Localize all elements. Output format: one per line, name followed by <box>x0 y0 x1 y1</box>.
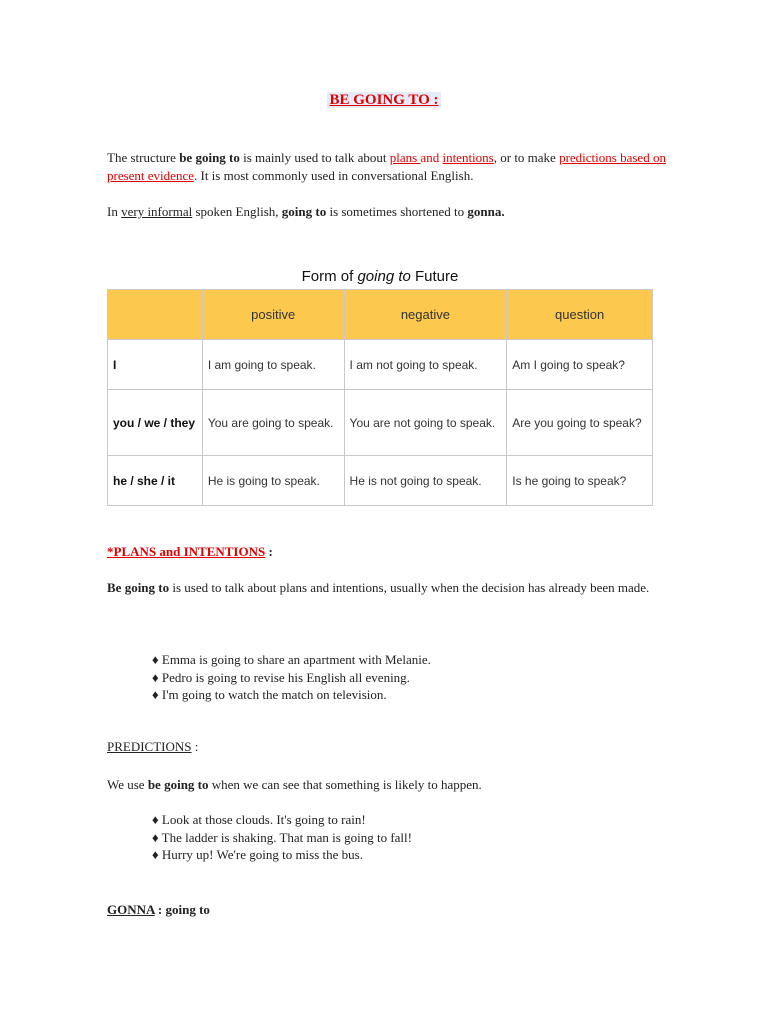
list-item: ♦ I'm going to watch the match on television. <box>152 687 387 702</box>
table-cell: He is going to speak. <box>202 456 344 506</box>
table-cell: Are you going to speak? <box>507 390 653 456</box>
plans-examples-list <box>152 651 652 704</box>
table-cell: I am going to speak. <box>202 340 344 390</box>
table-caption: Form of going to Future <box>301 268 459 285</box>
pronoun-cell: he / she / it <box>108 456 203 506</box>
predictions-paragraph: We use be going to when we can see that something is likely to happen. <box>107 777 482 792</box>
table-header-cell: positive <box>202 290 344 340</box>
pronoun-cell: you / we / they <box>108 390 203 456</box>
list-item: ♦ Hurry up! We're going to miss the bus. <box>152 847 363 862</box>
table-row <box>108 456 653 506</box>
table-cell: He is not going to speak. <box>344 456 507 506</box>
table-cell: You are not going to speak. <box>344 390 507 456</box>
table-row <box>108 390 653 456</box>
link-predictions[interactable]: predictions based on present evidence <box>107 150 666 183</box>
table-row <box>108 340 653 390</box>
gonna-heading: GONNA : going to <box>107 902 210 917</box>
link-intentions[interactable]: intentions <box>442 150 494 165</box>
plans-heading: *PLANS and INTENTIONS : <box>107 544 273 559</box>
list-item: ♦ Emma is going to share an apartment with Melanie. <box>152 652 431 667</box>
table-header-row <box>108 290 653 340</box>
going-to-form-table <box>107 289 653 506</box>
table-cell: Is he going to speak? <box>507 456 653 506</box>
table-cell: Am I going to speak? <box>507 340 653 390</box>
list-item: ♦ The ladder is shaking. That man is going to fall! <box>152 829 412 845</box>
table-cell: You are going to speak. <box>202 390 344 456</box>
table-header-cell <box>108 290 203 340</box>
informal-paragraph: In very informal spoken English, going to is sometimes shortened to gonna. <box>107 204 505 219</box>
list-item: ♦ Look at those clouds. It's going to rain! <box>152 812 366 827</box>
page-title: BE GOING TO : <box>329 92 439 108</box>
table-header-cell: negative <box>344 290 507 340</box>
table-cell: I am not going to speak. <box>344 340 507 390</box>
table-header-cell: question <box>507 290 653 340</box>
intro-paragraph: The structure be going to is mainly used to talk about plans and intentions, or to make predictions based on present evidence. It is most commonly used in conversational English. <box>107 150 666 183</box>
link-plans[interactable]: plans <box>389 150 421 165</box>
pronoun-cell: I <box>108 340 203 390</box>
plans-paragraph: Be going to is used to talk about plans and intentions, usually when the decision has already been made. <box>107 580 650 595</box>
list-item: ♦ Pedro is going to revise his English all evening. <box>152 669 410 685</box>
predictions-examples-list <box>152 811 652 864</box>
predictions-heading: PREDICTIONS : <box>107 739 199 754</box>
